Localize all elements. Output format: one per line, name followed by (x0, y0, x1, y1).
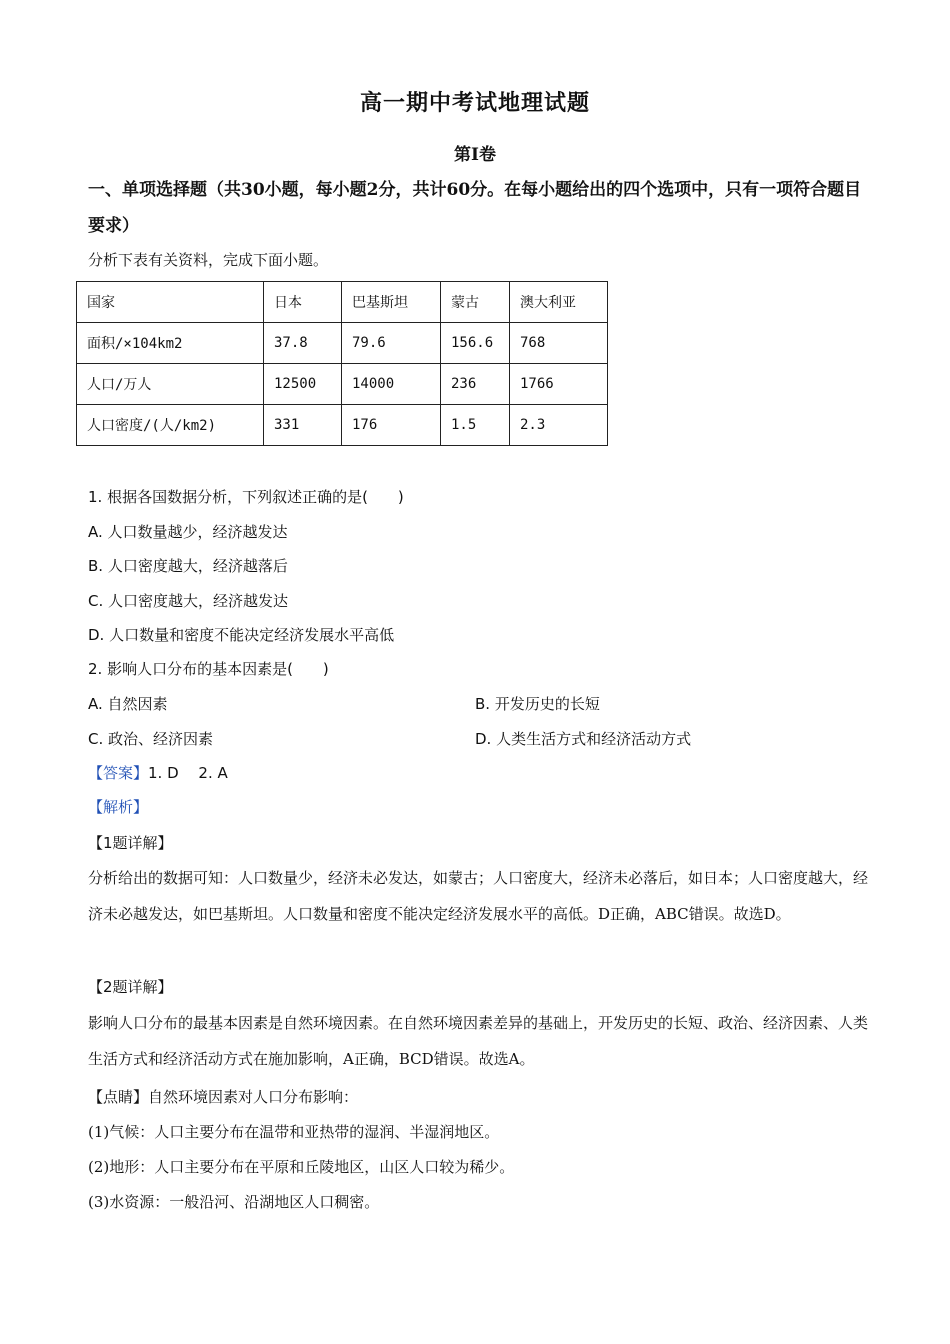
analysis-label: 【解析】 (88, 798, 149, 816)
table-row (77, 323, 608, 364)
table-cell: 37.8 (264, 323, 342, 364)
detail-2-text: 影响人口分布的最基本因素是自然环境因素。在自然环境因素差异的基础上，开发历史的长短、政治、经济因素、人类生活方式和经济活动方式在施加影响，A正确，BCD错误。故选A。 (88, 1014, 869, 1068)
intro-text: 分析下表有关资料，完成下面小题。 (88, 251, 329, 269)
question-1-option-c: C. 人口密度越大，经济越发达 (88, 592, 289, 610)
question-2-option-a: A. 自然因素 (88, 695, 168, 713)
question-2-option-c: C. 政治、经济因素 (88, 730, 214, 748)
section-heading: 一、单项选择题（共30小题，每小题2分，共计60分。在每小题给出的四个选项中，只有一项符合题目要求） (88, 180, 862, 236)
tip-label: 【点睛】 (88, 1088, 149, 1106)
table-cell: 14000 (342, 364, 441, 405)
table-cell: 2.3 (510, 405, 608, 446)
table-row (77, 405, 608, 446)
table-row (77, 364, 608, 405)
table-cell: 79.6 (342, 323, 441, 364)
tip-item-1: (1)气候：人口主要分布在温带和亚热带的湿润、半湿润地区。 (88, 1123, 500, 1141)
table-cell: 面积/×104km2 (77, 323, 264, 364)
question-2-stem: 2. 影响人口分布的基本因素是( ) (88, 660, 329, 678)
table-header-row (77, 282, 608, 323)
answer-label: 【答案】 (88, 764, 149, 782)
detail-1-text: 分析给出的数据可知：人口数量少，经济未必发达，如蒙古；人口密度大，经济未必落后，如日本；人口密度越大，经济未必越发达，如巴基斯坦。人口数量和密度不能决定经济发展水平的高低。D正确，ABC错误。故选D。 (88, 869, 869, 923)
table-cell: 768 (510, 323, 608, 364)
table-cell: 176 (342, 405, 441, 446)
table-cell: 156.6 (441, 323, 510, 364)
answer-line (88, 763, 228, 783)
table-cell: 人口/万人 (77, 364, 264, 405)
table-cell: 人口密度/(人/km2) (77, 405, 264, 446)
country-data-table (76, 281, 608, 446)
tip-line (88, 1087, 358, 1107)
question-1-option-a: A. 人口数量越少，经济越发达 (88, 523, 288, 541)
question-1-option-b: B. 人口密度越大，经济越落后 (88, 557, 288, 575)
detail-2-label: 【2题详解】 (88, 978, 173, 996)
question-1-option-d: D. 人口数量和密度不能决定经济发展水平高低 (88, 626, 395, 644)
table-cell: 澳大利亚 (510, 282, 608, 323)
table-cell: 国家 (77, 282, 264, 323)
tip-item-3: (3)水资源：一般沿河、沿湖地区人口稠密。 (88, 1193, 380, 1211)
tip-item-2: (2)地形：人口主要分布在平原和丘陵地区，山区人口较为稀少。 (88, 1158, 515, 1176)
table-cell: 蒙古 (441, 282, 510, 323)
table-cell: 1766 (510, 364, 608, 405)
table-cell: 236 (441, 364, 510, 405)
table-cell: 331 (264, 405, 342, 446)
page-title: 高一期中考试地理试题 (359, 90, 590, 116)
question-1-stem: 1. 根据各国数据分析，下列叙述正确的是( ) (88, 488, 404, 506)
question-2-option-b: B. 开发历史的长短 (475, 695, 600, 713)
table-cell: 巴基斯坦 (342, 282, 441, 323)
detail-1-label: 【1题详解】 (88, 834, 173, 852)
tip-text: 自然环境因素对人口分布影响： (148, 1088, 359, 1106)
table-cell: 1.5 (441, 405, 510, 446)
table-cell: 12500 (264, 364, 342, 405)
volume-heading: 第Ⅰ卷 (454, 145, 496, 165)
question-2-option-d: D. 人类生活方式和经济活动方式 (475, 730, 692, 748)
answer-text: 1. D 2. A (148, 764, 228, 782)
table-cell: 日本 (264, 282, 342, 323)
